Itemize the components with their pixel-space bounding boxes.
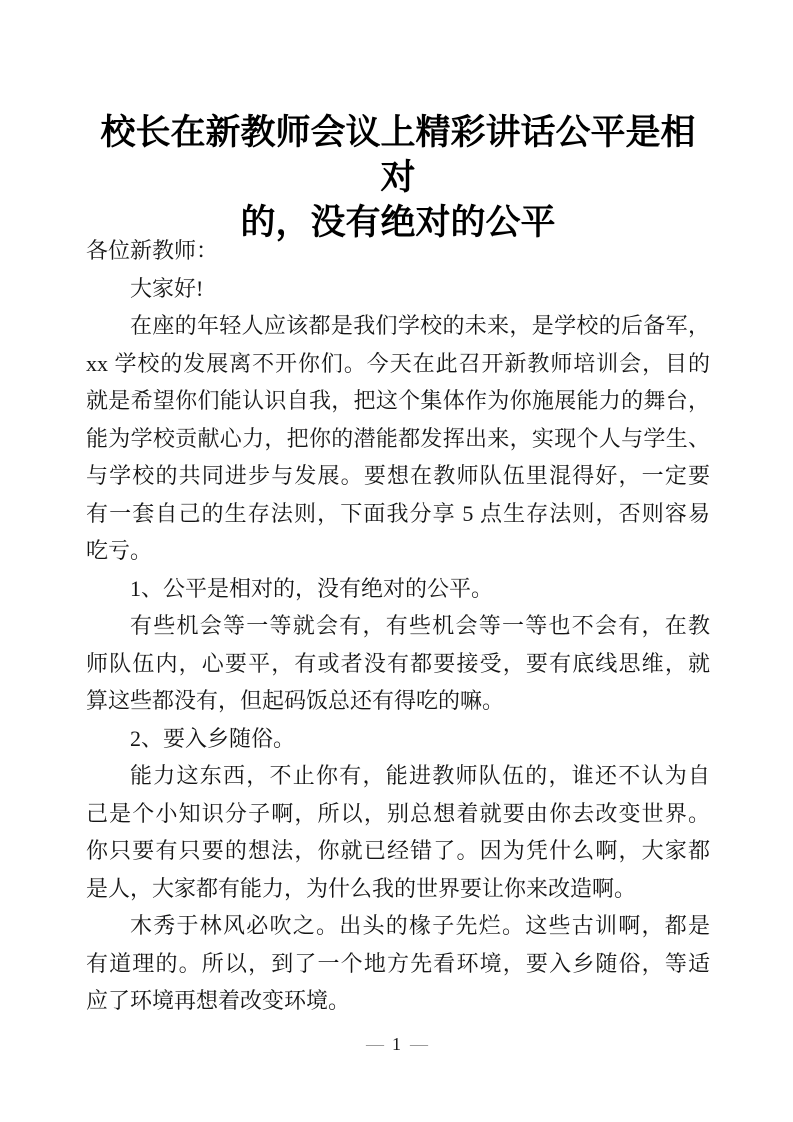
page-footer bbox=[0, 1032, 793, 1056]
text-line: 能力这东西，不止你有，能进教师队伍的，谁还不认为自 bbox=[130, 763, 710, 788]
page-number: 1 bbox=[392, 1034, 401, 1054]
text-line: 有些机会等一等就会有，有些机会等一等也不会有，在教 bbox=[130, 613, 710, 638]
text-line: 1、公平是相对的，没有绝对的公平。 bbox=[130, 575, 494, 601]
text-line: 能为学校贡献心力，把你的潜能都发挥出来，实现个人与学生、 bbox=[86, 425, 710, 451]
document-title bbox=[86, 110, 710, 245]
title-line-1: 校长在新教师会议上精彩讲话公平是相对 bbox=[100, 113, 696, 197]
footer-dash-left: — bbox=[366, 1034, 383, 1054]
text-line: 与学校的共同进步与发展。要想在教师队伍里混得好，一定要 bbox=[86, 463, 710, 488]
text-line: 就是希望你们能认识自我，把这个集体作为你施展能力的舞台， bbox=[86, 388, 710, 413]
text-line: 大家好! bbox=[130, 275, 204, 301]
document-body bbox=[86, 232, 710, 1020]
text-line: 应了环境再想着改变环境。 bbox=[86, 988, 351, 1013]
title-line-2: 的，没有绝对的公平 bbox=[240, 203, 556, 242]
text-line: 在座的年轻人应该都是我们学校的未来，是学校的后备军， bbox=[130, 313, 710, 338]
text-line: 你只要有只要的想法，你就已经错了。因为凭什么啊，大家都 bbox=[86, 838, 710, 863]
text-line: 2、要入乡随俗。 bbox=[130, 725, 296, 751]
text-line: 己是个小知识分子啊，所以，别总想着就要由你去改变世界。 bbox=[86, 800, 710, 826]
text-line: 吃亏。 bbox=[86, 538, 153, 563]
text-line: 各位新教师： bbox=[86, 238, 219, 263]
text-line: 木秀于林风必吹之。出头的椽子先烂。这些古训啊，都是 bbox=[130, 913, 710, 938]
text-line: xx 学校的发展离不开你们。今天在此召开新教师培训会，目的 bbox=[86, 350, 710, 376]
text-line: 是人，大家都有能力，为什么我的世界要让你来改造啊。 bbox=[86, 875, 637, 901]
footer-dash-right: — bbox=[410, 1034, 427, 1054]
text-line: 有一套自己的生存法则，下面我分享 5 点生存法则，否则容易 bbox=[86, 500, 710, 526]
text-line: 有道理的。所以，到了一个地方先看环境，要入乡随俗，等适 bbox=[86, 950, 710, 976]
text-line: 师队伍内，心要平，有或者没有都要接受，要有底线思维，就 bbox=[86, 650, 710, 676]
text-line: 算这些都没有，但起码饭总还有得吃的嘛。 bbox=[86, 688, 505, 713]
